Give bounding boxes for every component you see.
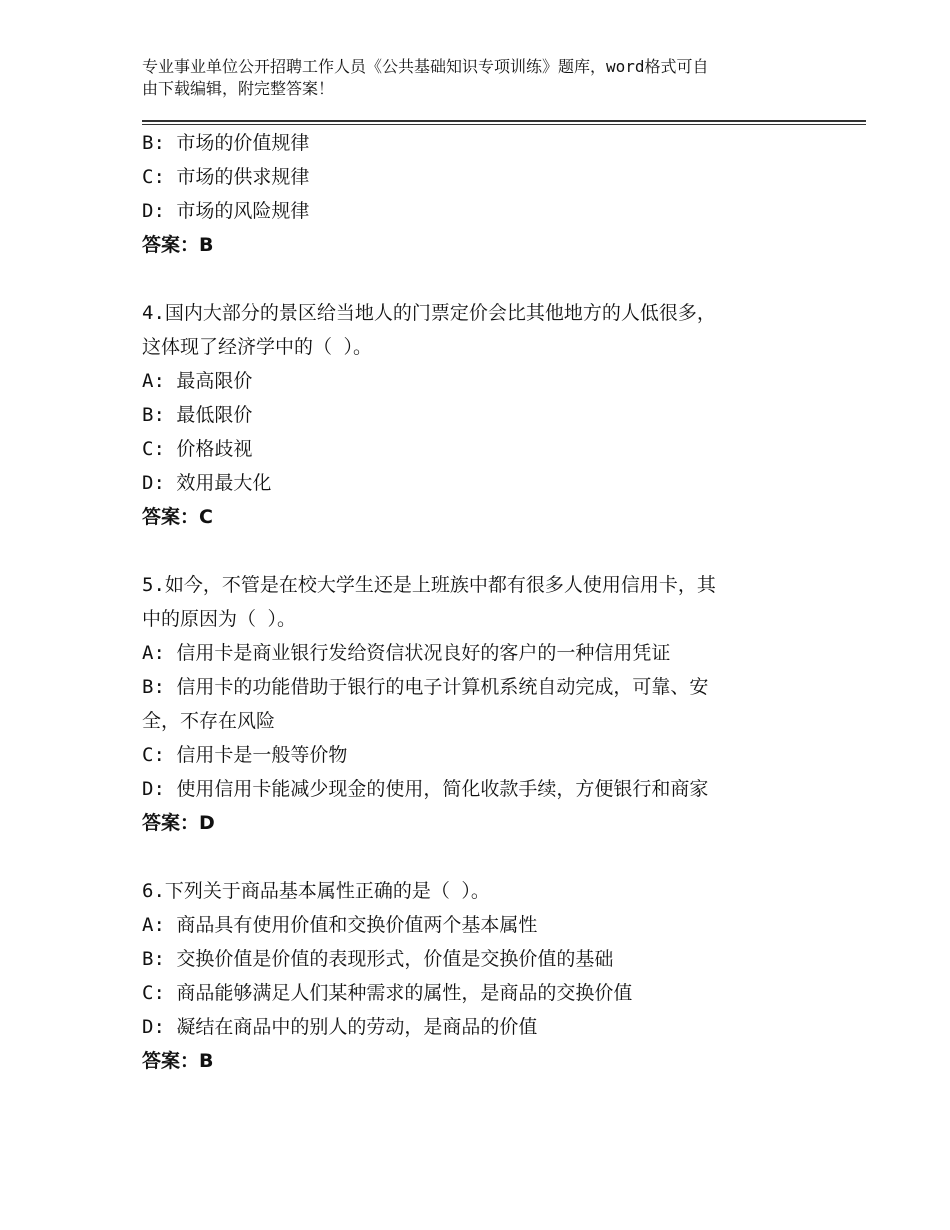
- answer-line: 答案：D: [142, 812, 215, 834]
- option-a: A: 信用卡是商业银行发给资信状况良好的客户的一种信用凭证: [142, 642, 671, 664]
- header-line-1: 专业事业单位公开招聘工作人员《公共基础知识专项训练》题库，word格式可自: [142, 57, 709, 76]
- spacer: [142, 262, 802, 296]
- header-divider-thick: [142, 120, 866, 122]
- option-d: D: 凝结在商品中的别人的劳动，是商品的价值: [142, 1016, 538, 1038]
- header-line-2: 由下载编辑，附完整答案！: [142, 79, 335, 98]
- option-c: C: 市场的供求规律: [142, 166, 310, 188]
- option-c: C: 信用卡是一般等价物: [142, 744, 348, 766]
- answer-line: 答案：C: [142, 506, 213, 528]
- option-d: D: 效用最大化: [142, 472, 272, 494]
- option-d: D: 使用信用卡能减少现金的使用，简化收款手续，方便银行和商家: [142, 778, 709, 800]
- option-a: A: 最高限价: [142, 370, 253, 392]
- option-b: B: 交换价值是价值的表现形式，价值是交换价值的基础: [142, 948, 614, 970]
- question-6: [142, 874, 802, 1078]
- question-5: [142, 568, 802, 840]
- spacer: [142, 840, 802, 874]
- document-header: [142, 56, 807, 100]
- answer-line: 答案：B: [142, 1050, 214, 1072]
- option-b: B: 最低限价: [142, 404, 253, 426]
- answer-line: 答案：B: [142, 234, 214, 256]
- question-text: 6.下列关于商品基本属性正确的是（ ）。: [142, 880, 490, 902]
- header-divider-thin: [142, 124, 866, 125]
- question-list: [142, 126, 802, 1078]
- option-b: B: 信用卡的功能借助于银行的电子计算机系统自动完成，可靠、安: [142, 676, 709, 698]
- prev-question-block: [142, 126, 802, 262]
- option-a: A: 商品具有使用价值和交换价值两个基本属性: [142, 914, 538, 936]
- option-b: B: 市场的价值规律: [142, 132, 310, 154]
- option-d: D: 市场的风险规律: [142, 200, 310, 222]
- question-4: [142, 296, 802, 534]
- spacer: [142, 534, 802, 568]
- question-text: 5.如今，不管是在校大学生还是上班族中都有很多人使用信用卡，其: [142, 574, 716, 596]
- question-text: 这体现了经济学中的（ ）。: [142, 336, 372, 358]
- option-b-continued: 全，不存在风险: [142, 710, 276, 732]
- option-c: C: 价格歧视: [142, 438, 253, 460]
- question-text: 4.国内大部分的景区给当地人的门票定价会比其他地方的人低很多，: [142, 302, 716, 324]
- option-c: C: 商品能够满足人们某种需求的属性，是商品的交换价值: [142, 982, 633, 1004]
- question-text: 中的原因为（ ）。: [142, 608, 296, 630]
